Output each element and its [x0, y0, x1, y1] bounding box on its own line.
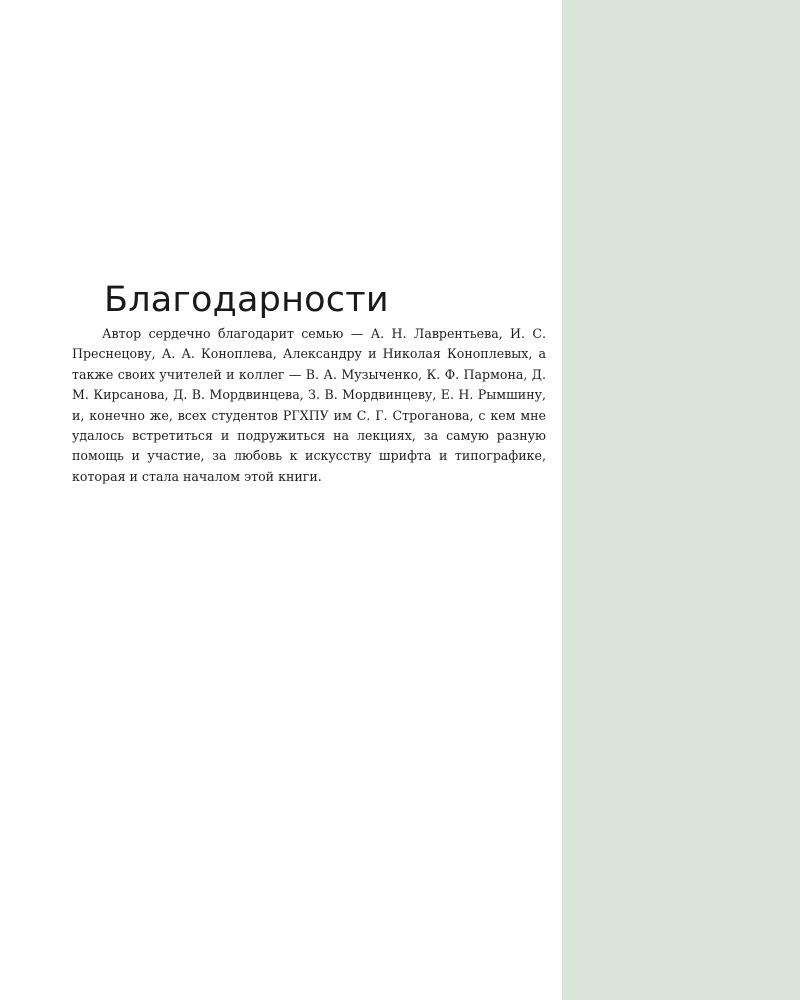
page-title: Благодарности — [104, 280, 389, 320]
side-color-band — [562, 0, 800, 1000]
acknowledgements-section — [72, 278, 546, 487]
acknowledgements-paragraph: Автор сердечно благодарит семью — А. Н. Лаврентьева, И. С. Преснецову, А. А. Коноплева, Александру и Николая Коноплевых, а также своих учителей и коллег — В. А. Музыченко, К. Ф. Пармона, Д. М. Кирсанова, Д. В. Мордвинцева, З. В. Мордвинцеву, Е. Н. Рымшину, и, конечно же, всех студентов РГХПУ им С. Г. Строганова, с кем мне удалось встретиться и подружиться на лекциях, за самую разную помощь и участие, за любовь к искусству шрифта и типографике, которая и стала началом этой книги. — [72, 326, 546, 484]
